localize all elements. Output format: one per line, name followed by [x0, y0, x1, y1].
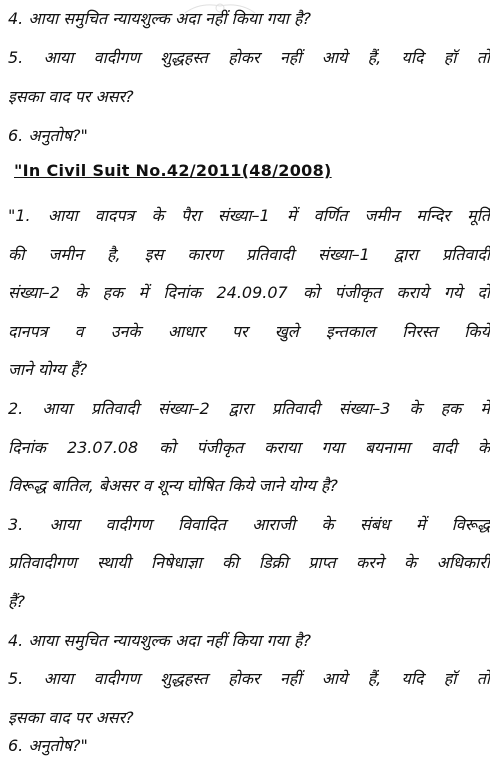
- issue-1-line-5: जाने योग्य हैं?: [8, 360, 88, 379]
- issue-3-line-2: प्रतिवादीगण स्थायी निषेधाज्ञा की डिक्री प्राप्त करने के अधिकारी: [8, 553, 490, 572]
- top-issue-5-cont: इसका वाद पर असर?: [8, 87, 134, 106]
- issue-2-line-1: 2. आया प्रतिवादी संख्या–2 द्वारा प्रतिवादी संख्या–3 के हक में: [8, 399, 490, 418]
- issue-1-line-2: की जमीन है, इस कारण प्रतिवादी संख्या–1 द्वारा प्रतिवादी: [8, 245, 490, 264]
- top-issue-6: 6. अनुतोष?": [8, 126, 88, 145]
- issue-3-line-1: 3. आया वादीगण विवादित आराजी के संबंध में विरूद्ध: [8, 515, 490, 534]
- issue-2-line-2: दिनांक 23.07.08 को पंजीकृत कराया गया बयनामा वादी के: [8, 438, 490, 457]
- issue-1-line-1: "1. आया वादपत्र के पैरा संख्या–1 में वर्णित जमीन मन्दिर मूर्ति: [8, 206, 490, 225]
- issue-6-line-1: 6. अनुतोष?": [8, 736, 88, 755]
- issue-3-line-3: हैं?: [8, 592, 25, 611]
- issue-2-line-3: विरूद्ध बातिल, बेअसर व शून्य घोषित किये जाने योग्य है?: [8, 476, 338, 495]
- issue-1-line-3: संख्या–2 के हक में दिनांक 24.09.07 को पंजीकृत कराये गये दो: [8, 283, 490, 302]
- issue-1-line-4: दानपत्र व उनके आधार पर खुले इन्तकाल निरस्त किये: [8, 322, 490, 341]
- top-issue-5: 5. आया वादीगण शुद्धहस्त होकर नहीं आये हैं, यदि हॉ तो: [8, 48, 490, 67]
- issue-5-line-2: इसका वाद पर असर?: [8, 708, 134, 727]
- suit-heading: "In Civil Suit No.42/2011(48/2008): [14, 161, 332, 180]
- issue-5-line-1: 5. आया वादीगण शुद्धहस्त होकर नहीं आये हैं, यदि हॉ तो: [8, 669, 490, 688]
- top-issue-4: 4. आया समुचित न्यायशुल्क अदा नहीं किया गया है?: [8, 9, 312, 28]
- issue-4-line-1: 4. आया समुचित न्यायशुल्क अदा नहीं किया गया है?: [8, 631, 312, 650]
